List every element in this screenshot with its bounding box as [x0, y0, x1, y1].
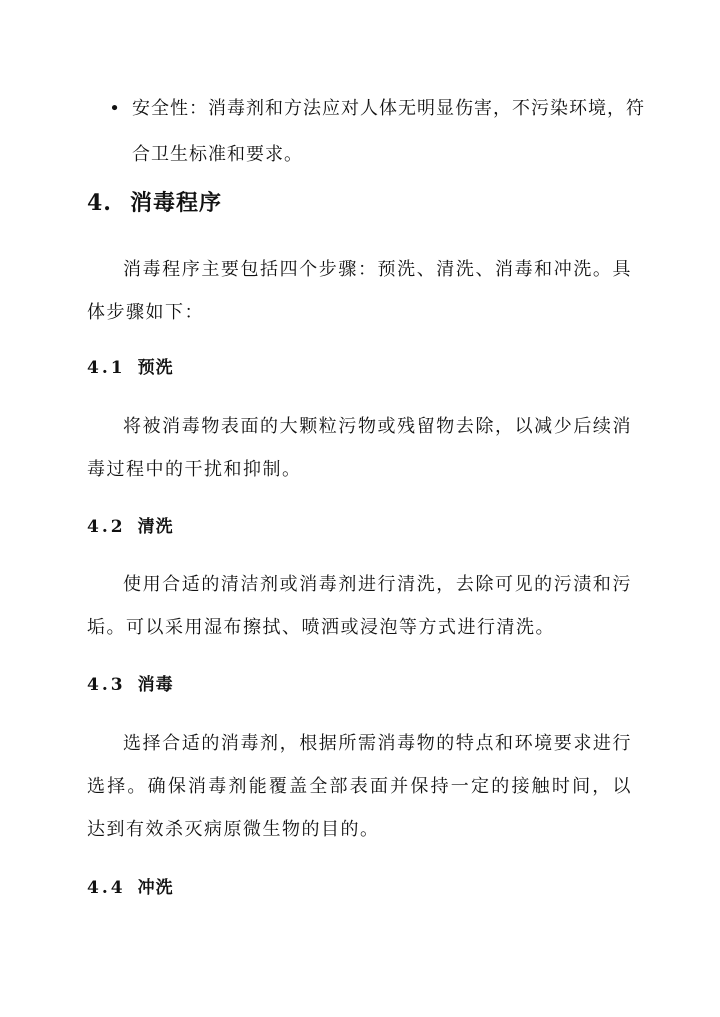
subsection-title: 冲洗 [137, 878, 174, 898]
subsection-paragraph-4-2: 使用合适的清洁剂或消毒剂进行清洗，去除可见的污渍和污垢。可以采用湿布擦拭、喷洒或浸泡等方式进行清洗。 [87, 574, 632, 638]
section-intro-paragraph: 消毒程序主要包括四个步骤：预洗、清洗、消毒和冲洗。具体步骤如下： [87, 259, 632, 323]
subsection-heading-4-4 [87, 873, 174, 903]
subsection-number: 4.4 [87, 878, 126, 898]
subsection-number: 4.3 [87, 675, 126, 695]
subsection-title: 清洗 [137, 517, 174, 537]
subsection-title: 消毒 [137, 675, 174, 695]
bullet-icon: • [109, 98, 121, 119]
subsection-paragraph-4-1: 将被消毒物表面的大颗粒污物或残留物去除，以减少后续消毒过程中的干扰和抑制。 [87, 416, 632, 480]
section-title: 消毒程序 [129, 190, 222, 216]
section-number: 4. [87, 190, 112, 216]
subsection-number: 4.2 [87, 517, 126, 537]
subsection-title: 预洗 [137, 358, 174, 378]
subsection-heading-4-3 [87, 670, 174, 700]
subsection-number: 4.1 [87, 358, 126, 378]
subsection-heading-4-1 [87, 353, 174, 383]
section-heading [87, 183, 222, 223]
subsection-heading-4-2 [87, 512, 174, 542]
bullet-text: 安全性：消毒剂和方法应对人体无明显伤害，不污染环境，符合卫生标准和要求。 [132, 98, 645, 165]
subsection-paragraph-4-3: 选择合适的消毒剂，根据所需消毒物的特点和环境要求进行选择。确保消毒剂能覆盖全部表面并保持一定的接触时间，以达到有效杀灭病原微生物的目的。 [87, 733, 632, 840]
bullet-item-safety [108, 86, 648, 178]
